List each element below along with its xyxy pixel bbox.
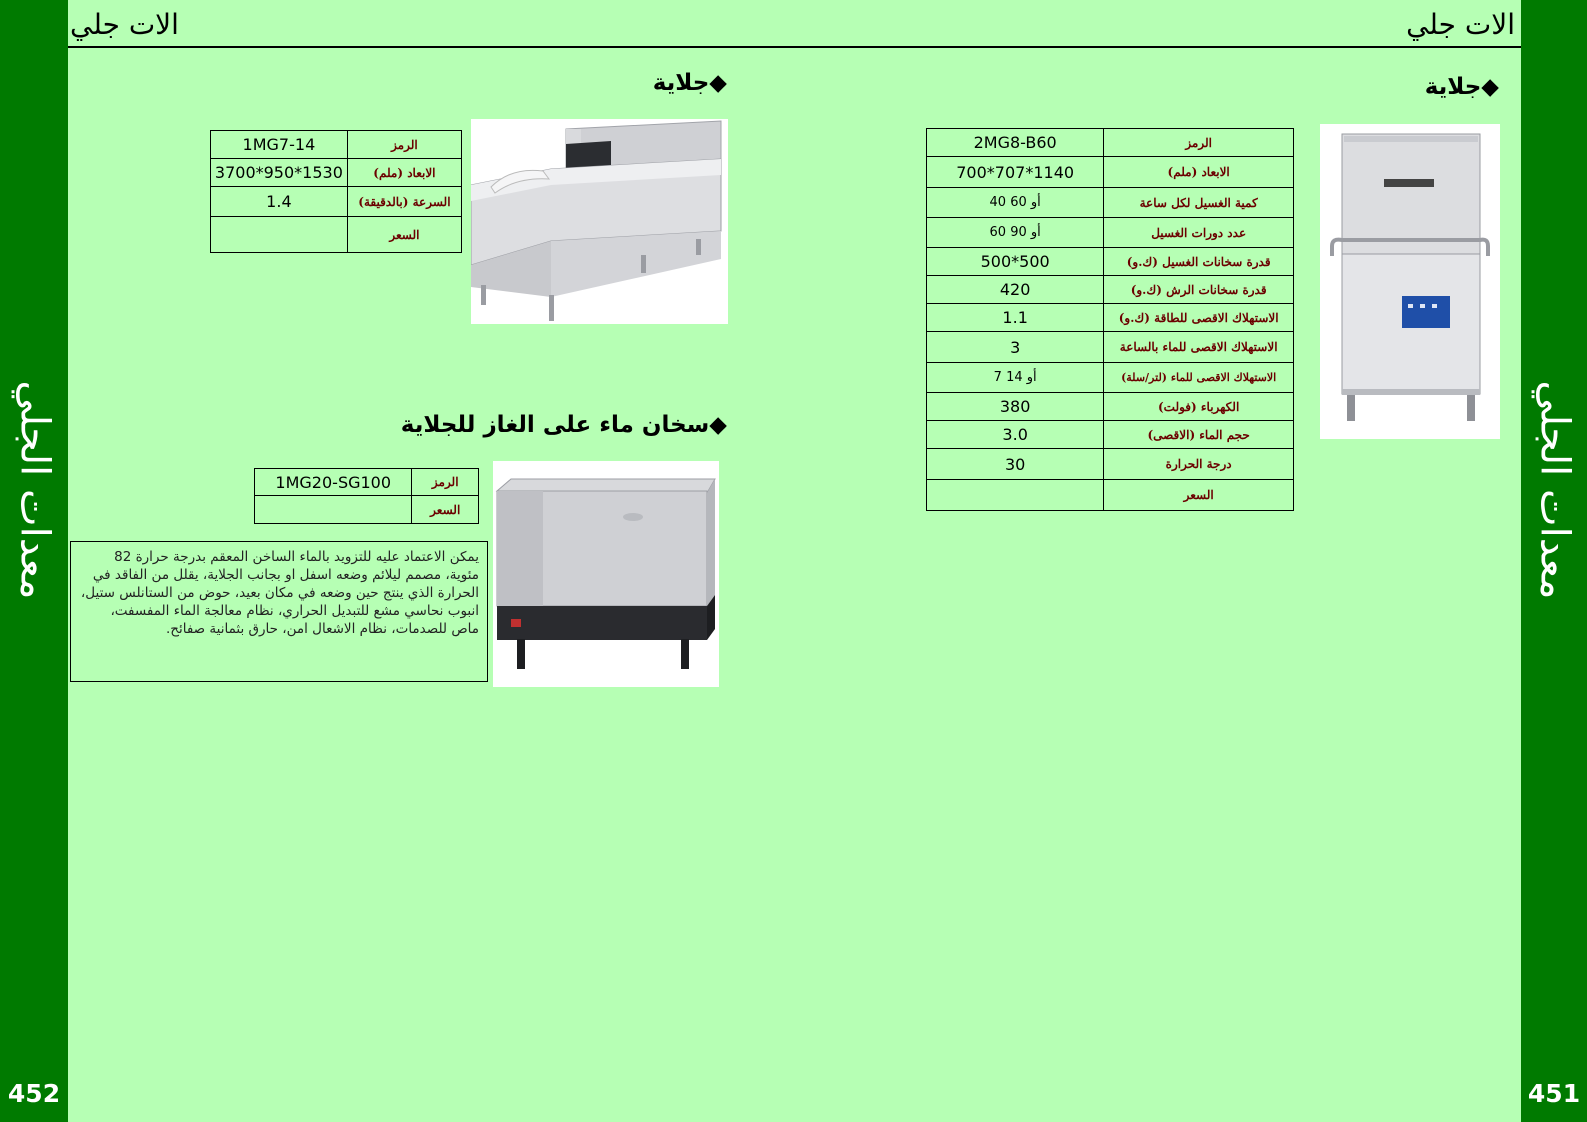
spec-value: 2MG8-B60 — [927, 129, 1104, 157]
spec-label: السعر — [1104, 480, 1294, 511]
gas-water-heater-image — [493, 461, 719, 687]
table-row — [927, 363, 1294, 393]
right-sidebar-title: معدات الجلي — [1531, 380, 1577, 600]
spec-value: 3 — [927, 332, 1104, 363]
left-spec2-table — [254, 468, 479, 524]
hood-dishwasher-image — [1320, 124, 1500, 439]
spec-value — [211, 217, 348, 253]
right-page-number: 451 — [1527, 1079, 1581, 1108]
spec-value: 1.1 — [927, 304, 1104, 332]
right-header-title: الات جلي — [1406, 8, 1515, 41]
spec-label: درجة الحرارة — [1104, 449, 1294, 480]
table-row — [255, 496, 479, 524]
spec-label: حجم الماء (الاقصى) — [1104, 421, 1294, 449]
spec-label: الابعاد (ملم) — [347, 159, 461, 187]
spec-value: 30 — [927, 449, 1104, 480]
spec-value: 1MG7-14 — [211, 131, 348, 159]
spec-value: 700*707*1140 — [927, 157, 1104, 188]
spec-value: 3700*950*1530 — [211, 159, 348, 187]
spec-label: السعر — [347, 217, 461, 253]
spec-value: 40 أو 60 — [927, 188, 1104, 218]
right-section-title: ◆جلاية — [1424, 74, 1499, 100]
spec-label: الاستهلاك الاقصى للماء (لتر/سلة) — [1104, 363, 1294, 393]
table-row — [927, 129, 1294, 157]
spec-value: 1.4 — [211, 187, 348, 217]
left-section2-title: ◆سخان ماء على الغاز للجلاية — [400, 412, 727, 438]
table-row — [927, 218, 1294, 248]
spec-value: 420 — [927, 276, 1104, 304]
header-divider — [68, 46, 1521, 48]
spec-value: 500*500 — [927, 248, 1104, 276]
right-sidebar-title-wrap — [1521, 270, 1587, 710]
spec-value — [255, 496, 412, 524]
spec-label: قدرة سخانات الغسيل (ك.و) — [1104, 248, 1294, 276]
left-sidebar-title-wrap — [0, 270, 68, 710]
table-row — [927, 449, 1294, 480]
water-heater-description: يمكن الاعتماد عليه للتزويد بالماء الساخن المعقم بدرجة حرارة 82 مئوية، مصمم ليلائم وضعه اسفل او بجانب الجلاية، يقلل من الفاقد في الحرارة الذي ينتج حين وضعه في مكان بعيد، حوض من الستانلس ستيل، انبوب نحاسي مشع للتبديل الحراري، نظام معالجة الماء المفسفت، ماص للصدمات، نظام الاشعال امن، حارق بثمانية صفائح. — [70, 541, 488, 682]
spec-label: الاستهلاك الاقصى للماء بالساعة — [1104, 332, 1294, 363]
spec-label: الاستهلاك الاقصى للطاقة (ك.و) — [1104, 304, 1294, 332]
spec-value: 380 — [927, 393, 1104, 421]
left-page-number: 452 — [7, 1079, 61, 1108]
spec-label: الرمز — [412, 469, 479, 496]
table-row — [211, 159, 462, 187]
right-spec-table — [926, 128, 1294, 511]
spec-label: قدرة سخانات الرش (ك.و) — [1104, 276, 1294, 304]
spec-label: الكهرباء (فولت) — [1104, 393, 1294, 421]
table-row — [927, 480, 1294, 511]
table-row — [255, 469, 479, 496]
spec-label: عدد دورات الغسيل — [1104, 218, 1294, 248]
spec-value: 3.0 — [927, 421, 1104, 449]
table-row — [927, 332, 1294, 363]
table-row — [927, 421, 1294, 449]
spec-value — [927, 480, 1104, 511]
spec-label: الرمز — [347, 131, 461, 159]
spec-label: السرعة (بالدقيقة) — [347, 187, 461, 217]
table-row — [927, 393, 1294, 421]
table-row — [211, 131, 462, 159]
spec-value: 1MG20-SG100 — [255, 469, 412, 496]
table-row — [927, 304, 1294, 332]
table-row — [211, 217, 462, 253]
spec-label: كمية الغسيل لكل ساعة — [1104, 188, 1294, 218]
left-sidebar — [0, 0, 68, 1122]
left-spec1-table — [210, 130, 462, 253]
spec-value: 7 أو 14 — [927, 363, 1104, 393]
left-section1-title: ◆جلاية — [652, 70, 727, 96]
table-row — [927, 157, 1294, 188]
left-header-title: الات جلي — [70, 8, 179, 41]
table-row — [927, 248, 1294, 276]
table-row — [927, 276, 1294, 304]
spec-label: الابعاد (ملم) — [1104, 157, 1294, 188]
right-sidebar — [1521, 0, 1587, 1122]
table-row — [927, 188, 1294, 218]
conveyor-dishwasher-image — [471, 119, 728, 324]
table-row — [211, 187, 462, 217]
spec-label: السعر — [412, 496, 479, 524]
left-sidebar-title: معدات الجلي — [11, 380, 57, 600]
spec-label: الرمز — [1104, 129, 1294, 157]
spec-value: 60 أو 90 — [927, 218, 1104, 248]
